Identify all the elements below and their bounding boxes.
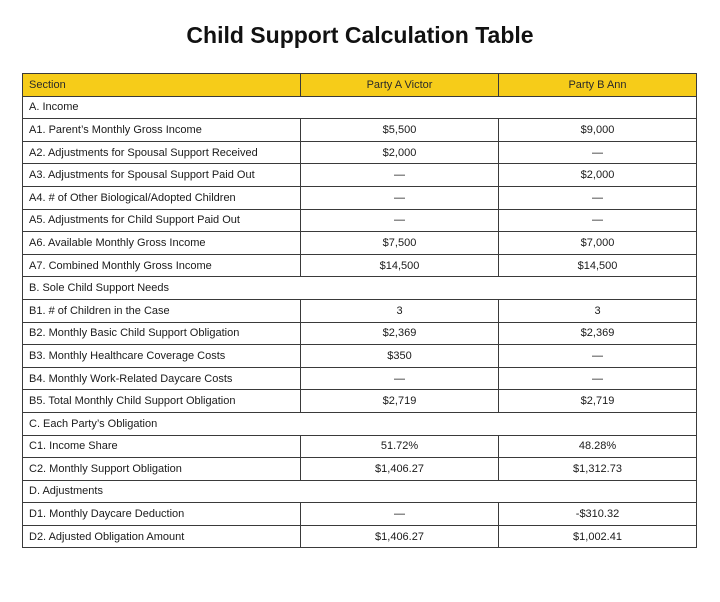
row-label: A1. Parent’s Monthly Gross Income bbox=[23, 119, 301, 142]
row-label: D2. Adjusted Obligation Amount bbox=[23, 525, 301, 548]
party-a-value: $1,406.27 bbox=[301, 525, 499, 548]
row-label: B5. Total Monthly Child Support Obligation bbox=[23, 390, 301, 413]
page-title: Child Support Calculation Table bbox=[186, 22, 534, 48]
party-a-value: — bbox=[301, 503, 499, 526]
table-row bbox=[23, 367, 697, 390]
row-label: A6. Available Monthly Gross Income bbox=[23, 232, 301, 255]
row-label: A5. Adjustments for Child Support Paid Out bbox=[23, 209, 301, 232]
table-row bbox=[23, 525, 697, 548]
row-label: B2. Monthly Basic Child Support Obligation bbox=[23, 322, 301, 345]
party-a-value: $1,406.27 bbox=[301, 458, 499, 481]
section-row bbox=[23, 412, 697, 435]
table-row bbox=[23, 435, 697, 458]
table-row bbox=[23, 232, 697, 255]
row-label: B3. Monthly Healthcare Coverage Costs bbox=[23, 345, 301, 368]
table-row bbox=[23, 345, 697, 368]
party-b-value: 48.28% bbox=[499, 435, 697, 458]
header-row bbox=[23, 74, 697, 97]
section-title: C. Each Party’s Obligation bbox=[23, 412, 697, 435]
party-b-value: — bbox=[499, 367, 697, 390]
party-a-value: — bbox=[301, 164, 499, 187]
table-row bbox=[23, 299, 697, 322]
party-a-value: — bbox=[301, 186, 499, 209]
table-row bbox=[23, 186, 697, 209]
party-a-value: $350 bbox=[301, 345, 499, 368]
table-header bbox=[23, 74, 697, 97]
row-label: A3. Adjustments for Spousal Support Paid Out bbox=[23, 164, 301, 187]
party-a-value: $2,719 bbox=[301, 390, 499, 413]
party-b-value: $14,500 bbox=[499, 254, 697, 277]
party-b-value: $2,369 bbox=[499, 322, 697, 345]
row-label: A7. Combined Monthly Gross Income bbox=[23, 254, 301, 277]
table-row bbox=[23, 322, 697, 345]
table-row bbox=[23, 254, 697, 277]
party-a-value: $2,000 bbox=[301, 141, 499, 164]
section-title: B. Sole Child Support Needs bbox=[23, 277, 697, 300]
row-label: A2. Adjustments for Spousal Support Received bbox=[23, 141, 301, 164]
party-b-value: — bbox=[499, 209, 697, 232]
party-b-value: $7,000 bbox=[499, 232, 697, 255]
row-label: C1. Income Share bbox=[23, 435, 301, 458]
row-label: B1. # of Children in the Case bbox=[23, 299, 301, 322]
section-row bbox=[23, 96, 697, 119]
party-a-value: $2,369 bbox=[301, 322, 499, 345]
party-b-value: $9,000 bbox=[499, 119, 697, 142]
party-a-value: $5,500 bbox=[301, 119, 499, 142]
table-row bbox=[23, 458, 697, 481]
column-header-party-b: Party B Ann bbox=[499, 74, 697, 97]
party-a-value: — bbox=[301, 209, 499, 232]
row-label: C2. Monthly Support Obligation bbox=[23, 458, 301, 481]
section-title: A. Income bbox=[23, 96, 697, 119]
section-row bbox=[23, 277, 697, 300]
party-a-value: — bbox=[301, 367, 499, 390]
party-a-value: 3 bbox=[301, 299, 499, 322]
party-a-value: $7,500 bbox=[301, 232, 499, 255]
party-b-value: $2,719 bbox=[499, 390, 697, 413]
table-body bbox=[23, 96, 697, 548]
section-row bbox=[23, 480, 697, 503]
table-row bbox=[23, 164, 697, 187]
row-label: A4. # of Other Biological/Adopted Children bbox=[23, 186, 301, 209]
column-header-party-a: Party A Victor bbox=[301, 74, 499, 97]
party-a-value: $14,500 bbox=[301, 254, 499, 277]
row-label: D1. Monthly Daycare Deduction bbox=[23, 503, 301, 526]
table-row bbox=[23, 503, 697, 526]
table-row bbox=[23, 119, 697, 142]
row-label: B4. Monthly Work-Related Daycare Costs bbox=[23, 367, 301, 390]
column-header-section: Section bbox=[23, 74, 301, 97]
party-b-value: $2,000 bbox=[499, 164, 697, 187]
table-row bbox=[23, 390, 697, 413]
party-b-value: $1,002.41 bbox=[499, 525, 697, 548]
party-a-value: 51.72% bbox=[301, 435, 499, 458]
party-b-value: — bbox=[499, 345, 697, 368]
party-b-value: -$310.32 bbox=[499, 503, 697, 526]
calculation-table bbox=[22, 73, 697, 548]
table-row bbox=[23, 141, 697, 164]
table-row bbox=[23, 209, 697, 232]
party-b-value: — bbox=[499, 186, 697, 209]
party-b-value: — bbox=[499, 141, 697, 164]
party-b-value: 3 bbox=[499, 299, 697, 322]
party-b-value: $1,312.73 bbox=[499, 458, 697, 481]
section-title: D. Adjustments bbox=[23, 480, 697, 503]
